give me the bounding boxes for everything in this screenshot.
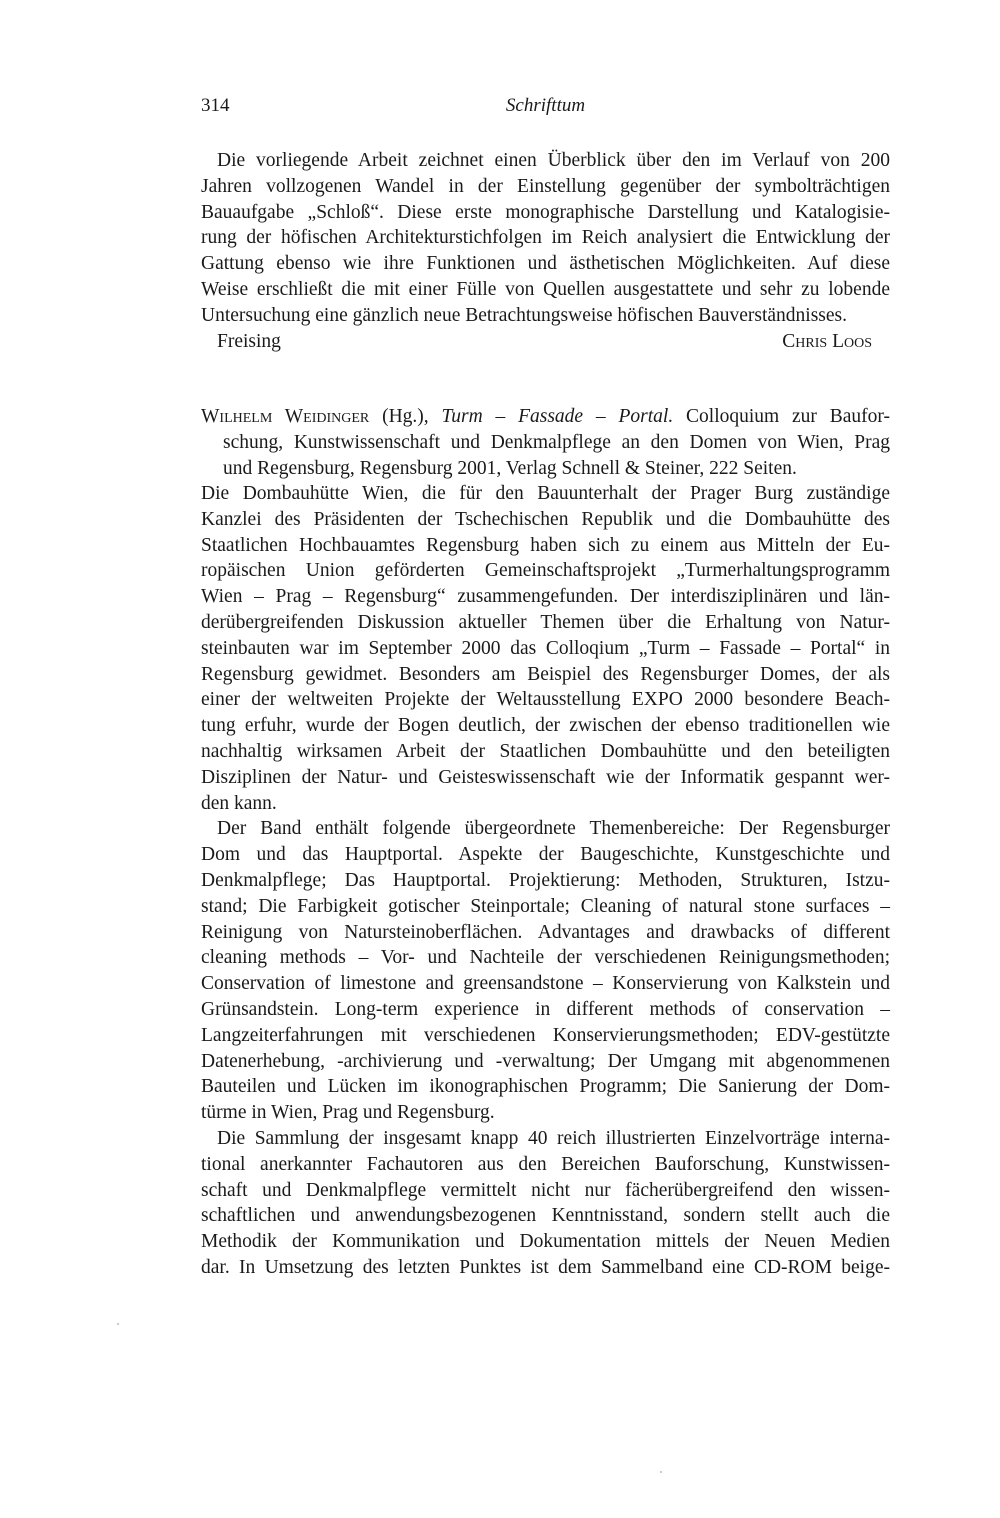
text-line: Datenerhebung, -archivierung und -verwaltung; Der Umgang mit abgenommenen (201, 1050, 890, 1072)
text-line: Die Dombauhütte Wien, die für den Bauunterhalt der Prager Burg zuständige (201, 483, 890, 504)
running-head: Schrifttum (505, 95, 586, 116)
text-line: Untersuchung eine gänzlich neue Betrachtungsweise höfischen Bauverständnisses. (201, 304, 848, 326)
scan-speck (660, 1471, 662, 1473)
text-line: Wien – Prag – Regensburg“ zusammengefunden. Der interdisziplinären und län- (201, 586, 890, 608)
text-line: Bauteilen und Lücken im ikonographischen Programm; Die Sanierung der Dom- (201, 1076, 890, 1098)
review-place: Freising (217, 330, 281, 352)
text-line: Conservation of limestone and greensandstone – Konservierung von Kalkstein und (201, 973, 890, 995)
paragraph-2 (201, 816, 890, 1126)
review-signature (201, 329, 890, 355)
text-line: schaft und Denkmalpflege vermittelt nicht nur fächerübergreifend den wissen- (201, 1179, 890, 1201)
text-line: türme in Wien, Prag und Regensburg. (201, 1102, 495, 1124)
text-line: Weise erschließt die mit einer Fülle von Quellen ausgestattete und sehr zu lobende (201, 278, 890, 300)
review-1 (201, 148, 890, 354)
text-line: Grünsandstein. Long-term experience in different methods of conservation – (201, 998, 890, 1020)
citation-author: Wilhelm Weidinger (201, 406, 370, 427)
paragraph-3 (201, 1126, 890, 1281)
text-line: ropäischen Union geförderten Gemeinschaftsprojekt „Turmerhaltungsprogramm (201, 560, 890, 582)
text-line: nachhaltig wirksamen Arbeit der Staatlichen Dombauhütte und den beteiligten (201, 740, 890, 762)
text-line: einer der weltweiten Projekte der Weltausstellung EXPO 2000 besondere Beach- (201, 689, 890, 711)
text-line: schaftlichen und anwendungsbezogenen Kenntnisstand, sondern stellt auch die (201, 1205, 890, 1227)
text-line: Reinigung von Natursteinoberflächen. Advantages and drawbacks of different (201, 921, 890, 943)
text-line: Bauaufgabe „Schloß“. Diese erste monographische Darstellung und Katalogisie- (201, 201, 890, 223)
text-line: den kann. (201, 792, 277, 814)
paragraph-1 (201, 481, 890, 816)
reviewer-name: Chris Loos (782, 330, 872, 352)
text-line: derübergreifenden Diskussion aktueller Themen über die Erhaltung von Natur- (201, 611, 890, 633)
citation-line (201, 404, 890, 430)
review-2-body (201, 481, 890, 1281)
review-2-citation (201, 404, 890, 481)
text-line: Methodik der Kommunikation und Dokumentation mittels der Neuen Medien (201, 1231, 890, 1253)
citation-line: schung, Kunstwissenschaft und Denkmalpflege an den Domen von Wien, Prag (223, 431, 890, 453)
text-line: stand; Die Farbigkeit gotischer Steinportale; Cleaning of natural stone surfaces – (201, 895, 890, 917)
text-line: Die vorliegende Arbeit zeichnet einen Überblick über den im Verlauf von 200 (217, 150, 890, 171)
text-line: Staatlichen Hochbauamtes Regensburg haben sich zu einem aus Mitteln der Eu- (201, 534, 890, 556)
page-number: 314 (201, 95, 230, 116)
text-line: Die Sammlung der insgesamt knapp 40 reich illustrierten Einzelvorträge interna- (217, 1127, 890, 1149)
text-line: Kanzlei des Präsidenten der Tschechischen Republik und die Dombauhütte des (201, 508, 890, 530)
text-line: dar. In Umsetzung des letzten Punktes ist dem Sammelband eine CD-ROM beige- (201, 1256, 890, 1278)
text-line: cleaning methods – Vor- und Nachteile der verschiedenen Reinigungsmethoden; (201, 947, 890, 969)
text-line: Disziplinen der Natur- und Geisteswissenschaft wie der Informatik gespannt wer- (201, 766, 890, 788)
citation-title: Turm – Fassade – Portal. (441, 406, 674, 427)
text-line: rung der höfischen Architekturstichfolgen im Reich analysiert die Entwicklung der (201, 227, 890, 249)
text-line: Gattung ebenso wie ihre Funktionen und ästhetischen Möglichkeiten. Auf diese (201, 253, 890, 275)
citation-line: und Regensburg, Regensburg 2001, Verlag Schnell & Steiner, 222 Seiten. (223, 457, 797, 479)
text-line: Der Band enthält folgende übergeordnete Themenbereiche: Der Regensburger (217, 818, 890, 840)
text-line: tional anerkannter Fachautoren aus den Bereichen Bauforschung, Kunstwissen- (201, 1153, 890, 1175)
text-line: Dom und das Hauptportal. Aspekte der Baugeschichte, Kunstgeschichte und (201, 844, 890, 866)
scan-speck (117, 1323, 119, 1325)
text-line: Denkmalpflege; Das Hauptportal. Projektierung: Methoden, Strukturen, Istzu- (201, 869, 890, 891)
text-line: Jahren vollzogenen Wandel in der Einstellung gegenüber der symbolträchtigen (201, 175, 890, 197)
text-line: Regensburg gewidmet. Besonders am Beispiel des Regensburger Domes, der als (201, 663, 890, 685)
citation-editor-note: (Hg.), (369, 406, 442, 427)
page-header (201, 93, 890, 119)
text-line: steinbauten war im September 2000 das Colloqium „Turm – Fassade – Portal“ in (201, 637, 890, 659)
text-line: Langzeiterfahrungen mit verschiedenen Konservierungsmethoden; EDV-gestützte (201, 1024, 890, 1046)
text-line: tung erfuhr, wurde der Bogen deutlich, der zwischen der ebenso traditionellen wie (201, 715, 890, 737)
citation-subtitle: Colloquium zur Baufor- (673, 406, 891, 427)
